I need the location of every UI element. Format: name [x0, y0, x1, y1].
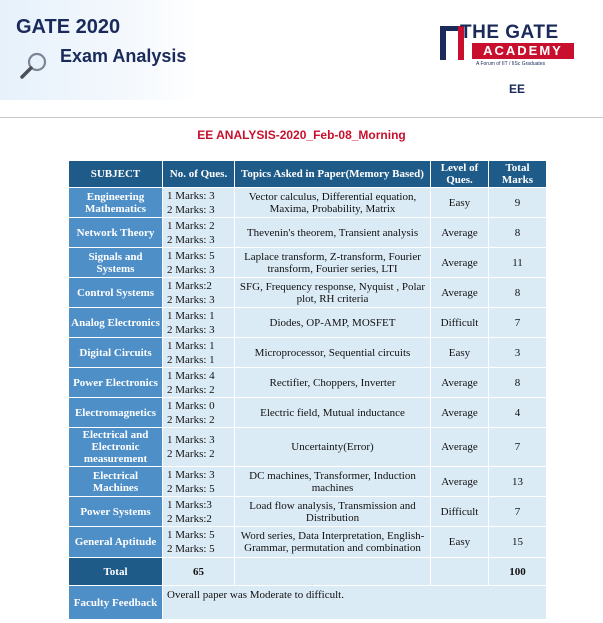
subject-cell: Electrical and Electronic measurement: [69, 428, 163, 467]
total-cell: 11: [489, 248, 547, 278]
total-marks: 100: [489, 558, 547, 586]
topics-cell: Thevenin's theorem, Transient analysis: [235, 218, 431, 248]
empty-cell: [235, 558, 431, 586]
total-cell: 9: [489, 188, 547, 218]
one-mark-count: 1 Marks:3: [167, 498, 212, 511]
total-cell: 7: [489, 428, 547, 467]
magnifier-icon: [18, 50, 50, 82]
questions-cell: [163, 428, 235, 467]
topics-cell: Uncertainty(Error): [235, 428, 431, 467]
questions-cell: [163, 527, 235, 558]
total-cell: 15: [489, 527, 547, 558]
questions-cell: [163, 338, 235, 368]
subject-cell: Signals and Systems: [69, 248, 163, 278]
questions-cell: [163, 368, 235, 398]
subject-cell: Electrical Machines: [69, 467, 163, 497]
logo-text-the-gate: THE GATE: [460, 22, 559, 43]
header-level: Level of Ques.: [431, 161, 489, 188]
topics-cell: Diodes, OP-AMP, MOSFET: [235, 308, 431, 338]
questions-cell: [163, 218, 235, 248]
one-mark-count: 1 Marks: 1: [167, 339, 215, 352]
one-mark-count: 1 Marks: 2: [167, 219, 215, 232]
table-header-row: [69, 161, 547, 188]
two-mark-count: 2 Marks:2: [167, 512, 212, 525]
empty-cell: [431, 558, 489, 586]
table-row: [69, 308, 547, 338]
one-mark-count: 1 Marks: 1: [167, 309, 215, 322]
table-row: [69, 398, 547, 428]
table-row: [69, 338, 547, 368]
table-row: [69, 248, 547, 278]
two-mark-count: 2 Marks: 2: [167, 413, 215, 426]
questions-cell: [163, 308, 235, 338]
analysis-table: [68, 160, 547, 620]
topics-cell: DC machines, Transformer, Induction machines: [235, 467, 431, 497]
two-mark-count: 2 Marks: 1: [167, 353, 215, 366]
subject-cell: Power Electronics: [69, 368, 163, 398]
questions-cell: [163, 467, 235, 497]
header-subtitle: Exam Analysis: [60, 46, 187, 66]
one-mark-count: 1 Marks: 3: [167, 468, 215, 481]
level-cell: Average: [431, 467, 489, 497]
topics-cell: Electric field, Mutual inductance: [235, 398, 431, 428]
level-cell: Easy: [431, 527, 489, 558]
total-row: [69, 558, 547, 586]
header-total-marks: Total Marks: [489, 161, 547, 188]
page-header: [0, 0, 603, 118]
total-cell: 7: [489, 497, 547, 527]
table-row: [69, 218, 547, 248]
logo-tagline: A Forum of IIT / IISc Graduates: [476, 61, 546, 67]
subject-cell: Network Theory: [69, 218, 163, 248]
table-row: [69, 188, 547, 218]
topics-cell: Word series, Data Interpretation, English-Grammar, permutation and combination: [235, 527, 431, 558]
total-cell: 7: [489, 308, 547, 338]
table-row: [69, 278, 547, 308]
level-cell: Difficult: [431, 308, 489, 338]
questions-cell: [163, 188, 235, 218]
level-cell: Easy: [431, 338, 489, 368]
level-cell: Average: [431, 398, 489, 428]
one-mark-count: 1 Marks: 0: [167, 399, 215, 412]
level-cell: Average: [431, 248, 489, 278]
one-mark-count: 1 Marks: 3: [167, 434, 215, 446]
one-mark-count: 1 Marks: 5: [167, 529, 215, 541]
topics-cell: Laplace transform, Z-transform, Fourier transform, Fourier series, LTI: [235, 248, 431, 278]
table-row: [69, 527, 547, 558]
document-title: EE ANALYSIS-2020_Feb-08_Morning: [197, 128, 406, 142]
feedback-label: Faculty Feedback: [69, 586, 163, 620]
subject-cell: Engineering Mathematics: [69, 188, 163, 218]
total-questions: 65: [163, 558, 235, 586]
two-mark-count: 2 Marks: 5: [167, 482, 215, 495]
branch-label: EE: [509, 82, 526, 96]
subject-cell: Electromagnetics: [69, 398, 163, 428]
topics-cell: SFG, Frequency response, Nyquist , Polar plot, RH criteria: [235, 278, 431, 308]
table-row: [69, 428, 547, 467]
two-mark-count: 2 Marks: 3: [167, 323, 215, 336]
two-mark-count: 2 Marks: 3: [167, 233, 215, 246]
two-mark-count: 2 Marks: 3: [167, 203, 215, 216]
level-cell: Average: [431, 368, 489, 398]
one-mark-count: 1 Marks: 3: [167, 189, 215, 202]
total-cell: 8: [489, 218, 547, 248]
subject-cell: Digital Circuits: [69, 338, 163, 368]
one-mark-count: 1 Marks: 4: [167, 369, 215, 382]
table-row: [69, 368, 547, 398]
total-cell: 3: [489, 338, 547, 368]
questions-cell: [163, 497, 235, 527]
topics-cell: Rectifier, Choppers, Inverter: [235, 368, 431, 398]
subject-cell: Power Systems: [69, 497, 163, 527]
level-cell: Difficult: [431, 497, 489, 527]
two-mark-count: 2 Marks: 2: [167, 448, 215, 460]
questions-cell: [163, 248, 235, 278]
topics-cell: Microprocessor, Sequential circuits: [235, 338, 431, 368]
total-label: Total: [69, 558, 163, 586]
logo-text-academy: ACADEMY: [483, 43, 563, 58]
two-mark-count: 2 Marks: 3: [167, 263, 215, 276]
subject-cell: General Aptitude: [69, 527, 163, 558]
subject-cell: Analog Electronics: [69, 308, 163, 338]
total-cell: 8: [489, 368, 547, 398]
topics-cell: Load flow analysis, Transmission and Distribution: [235, 497, 431, 527]
total-cell: 8: [489, 278, 547, 308]
header-questions: No. of Ques.: [163, 161, 235, 188]
total-cell: 4: [489, 398, 547, 428]
one-mark-count: 1 Marks:2: [167, 279, 212, 292]
two-mark-count: 2 Marks: 5: [167, 543, 215, 555]
header-divider: [0, 117, 603, 118]
level-cell: Easy: [431, 188, 489, 218]
topics-cell: Vector calculus, Differential equation, Maxima, Probability, Matrix: [235, 188, 431, 218]
header-title: GATE 2020: [16, 16, 121, 38]
header-subject: SUBJECT: [69, 161, 163, 188]
two-mark-count: 2 Marks: 3: [167, 293, 215, 306]
table-row: [69, 497, 547, 527]
subject-cell: Control Systems: [69, 278, 163, 308]
total-cell: 13: [489, 467, 547, 497]
two-mark-count: 2 Marks: 2: [167, 383, 215, 396]
level-cell: Average: [431, 218, 489, 248]
academy-logo: [438, 24, 576, 70]
level-cell: Average: [431, 278, 489, 308]
feedback-text: Overall paper was Moderate to difficult.: [163, 586, 547, 620]
feedback-row: [69, 586, 547, 620]
questions-cell: [163, 398, 235, 428]
header-topics: Topics Asked in Paper(Memory Based): [235, 161, 431, 188]
level-cell: Average: [431, 428, 489, 467]
questions-cell: [163, 278, 235, 308]
table-row: [69, 467, 547, 497]
one-mark-count: 1 Marks: 5: [167, 249, 215, 262]
